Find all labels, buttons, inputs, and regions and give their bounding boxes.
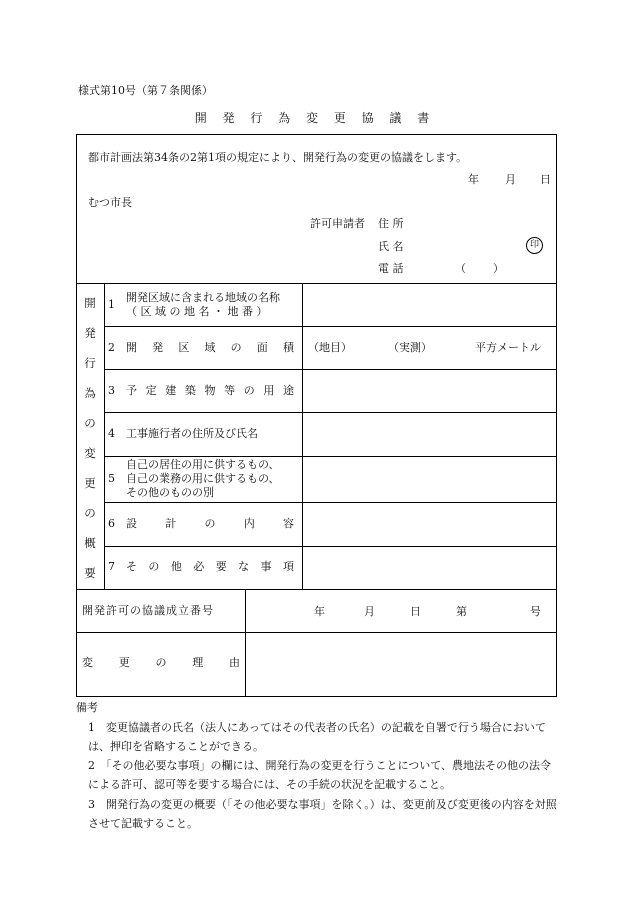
row-5-line-2: 自己の業務の用に供するもの、 [126,472,280,485]
row-1-line-2: （ 区 域 の 地 名 ・ 地 番 ） [126,305,268,318]
note-3: 3 開発行為の変更の概要（「その他必要な事項」を除く。）は、変更前及び変更後の内容を対照させて記載すること。 [88,798,557,830]
approval-year: 年 [314,605,325,618]
row-6-char: 設 [126,517,137,531]
note-1: 1 変更協議者の氏名（法人にあってはその代表者の氏名）の記載を自署で行う場合においては、押印を省略することができる。 [88,721,546,753]
vertical-char: 行 [84,355,96,370]
overview-row-6 [108,506,294,543]
rule-row-6 [104,546,557,547]
row-2-char: 積 [282,340,294,354]
vertical-char: の [84,505,96,520]
vertical-char: 変 [84,445,96,460]
row-2-char: 開 [126,340,137,354]
applicant-label: 許可申請者 [310,217,365,230]
vertical-char: の [84,415,96,430]
row-2-char: 面 [256,340,268,354]
rule-row-2 [104,369,557,370]
row-7-char: 要 [215,560,227,574]
approval-number-label: 開発許可の協議成立番号 [82,604,214,617]
rule-approval-end [76,632,557,633]
row-6-char: の [204,517,216,531]
document-title: 開 発 行 為 変 更 協 議 書 [194,111,436,125]
row-6-char: 計 [165,517,177,531]
row-7-char: 項 [282,560,294,574]
rule-row-1 [104,326,557,327]
approval-day: 日 [410,605,421,618]
row-4-text: 工事施行者の住所及び氏名 [126,427,258,441]
date-day: 日 [540,173,551,186]
reason-char: の [155,656,167,669]
rule-vertical-label [104,283,105,589]
vertical-char: 更 [84,475,96,490]
row-7-char: 必 [193,560,205,574]
reason-char: 変 [82,656,93,669]
rule-row-3 [104,412,557,413]
rule-row-5 [104,502,557,503]
approval-month: 月 [364,605,375,618]
row-3-char: の [243,383,255,397]
phone-paren-close: ） [493,262,504,275]
row-3-char: 予 [126,383,137,397]
overview-row-5 [108,458,280,500]
row-3-char: 建 [165,383,177,397]
rule-bottom-column [245,589,246,696]
rule-value-column [302,283,303,589]
row-3-char: 築 [184,383,196,397]
date-year: 年 [468,173,479,186]
row-number: 1 [108,297,115,311]
approval-dai: 第 [456,605,467,618]
row-3-char: 途 [283,383,294,397]
approval-go: 号 [530,605,541,618]
row-5-line-3: その他のものの別 [126,486,214,499]
row-number: 2 [108,340,115,354]
overview-row-2 [108,330,294,366]
overview-vertical-label [76,285,104,590]
row-5-line-1: 自己の居住の用に供するもの、 [126,458,280,471]
row-6-char: 容 [283,517,294,531]
change-reason-label [82,656,240,671]
area-unit: 平方メートル [475,341,541,354]
application-statement: 都市計画法第34条の2第1項の規定により、開発行為の変更の協議をします。 [88,151,468,164]
rule-overview-end [76,589,557,590]
name-label: 氏 名 [378,240,404,253]
overview-row-4 [108,416,258,453]
overview-row-1 [108,287,280,323]
row-2-char: 域 [204,340,216,354]
row-number: 3 [108,383,115,397]
row-3-char: 等 [224,383,236,397]
row-7-char: 他 [170,560,182,574]
rule-top-section [76,283,557,284]
row-7-char: 事 [260,560,272,574]
vertical-char: 要 [84,565,96,580]
date-month: 月 [505,173,516,186]
vertical-char: 開 [84,295,96,310]
row-2-char: の [230,340,242,354]
reason-char: 由 [229,656,240,669]
overview-row-7 [108,549,294,586]
vertical-char: 概 [84,535,96,550]
row-number: 6 [108,517,115,531]
vertical-char: 発 [84,325,96,340]
reason-char: 理 [192,656,204,669]
addressee: むつ市長 [88,196,132,209]
rule-row-4 [104,456,557,457]
row-6-char: 内 [243,517,255,531]
overview-row-3 [108,373,294,409]
row-number: 5 [108,471,115,485]
phone-label: 電 話 [378,262,404,275]
form-number: 様式第10号（第７条関係） [78,84,213,97]
row-3-char: 定 [145,383,157,397]
row-number: 7 [108,560,115,574]
row-7-char: の [148,560,160,574]
reason-char: 更 [118,656,130,669]
vertical-char: 為 [84,385,96,400]
row-3-char: 物 [204,383,216,397]
row-7-char: な [238,560,250,574]
land-category: （地目） [308,341,352,354]
row-2-char: 発 [152,340,164,354]
phone-paren-open: （ [455,262,466,275]
address-label: 住 所 [378,217,404,230]
row-3-char: 用 [263,383,275,397]
actual-measure: （実測） [388,341,432,354]
row-7-char: そ [126,560,137,574]
note-2: 2 「その他必要な事項」の欄には、開発行為の変更を行うことについて、農地法その他の法令による許可、認可等を要する場合には、その手続の状況を記載すること。 [88,759,552,791]
notes-heading: 備考 [76,701,98,714]
row-number: 4 [108,427,115,441]
row-1-line-1: 開発区域に含まれる地域の名称 [126,291,280,304]
seal-mark: 印 [526,237,543,254]
row-2-char: 区 [178,340,190,354]
